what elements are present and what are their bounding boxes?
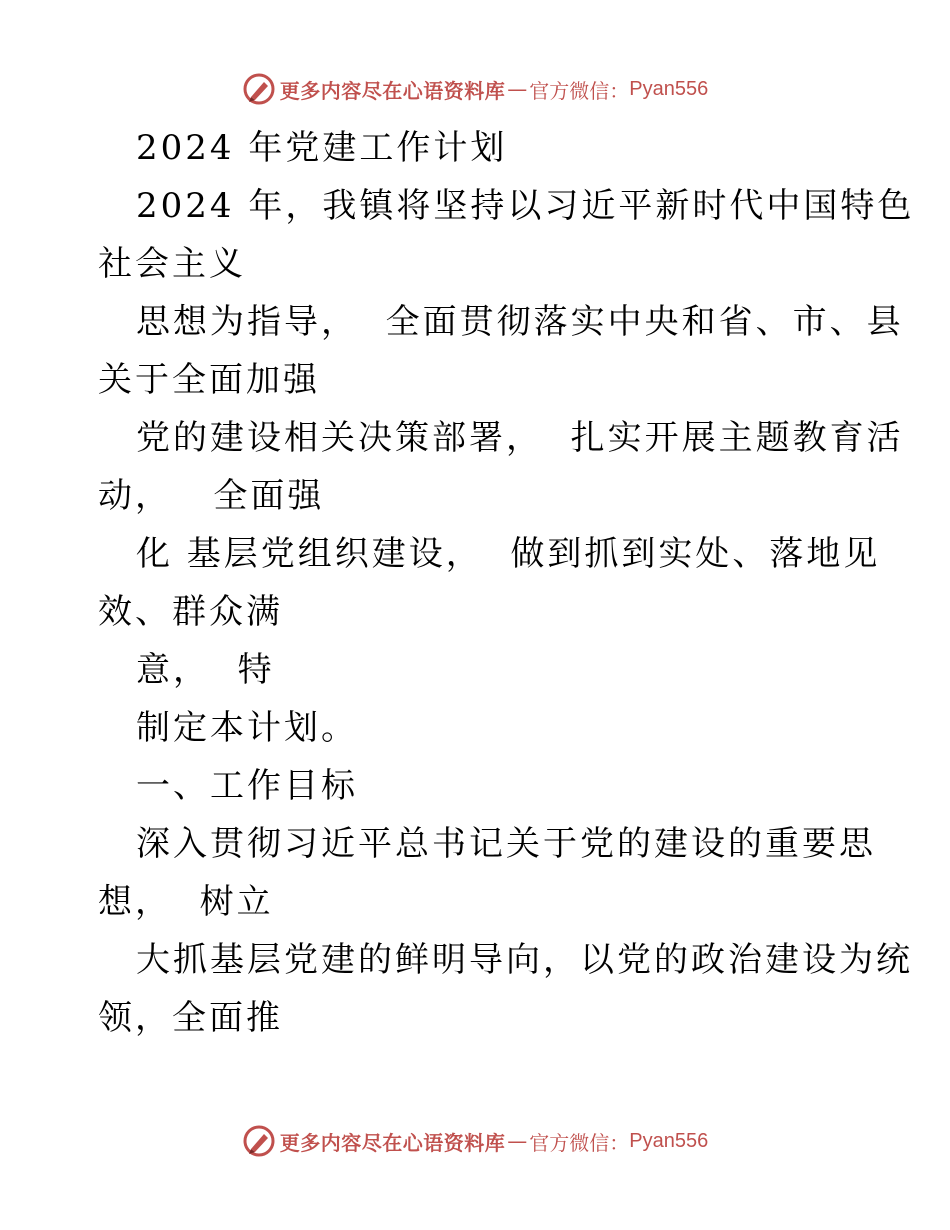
paragraph-line: 大抓基层党建的鲜明导向，以党的政治建设为统: [136, 940, 913, 980]
paragraph-line: 化 基层党组织建设， 做到抓到实处、落地见: [136, 534, 881, 574]
paragraph-line: 效、群众满: [98, 592, 283, 632]
paragraph-line: 2024 年，我镇将坚持以习近平新时代中国特色: [136, 186, 915, 226]
watermark-contact: 官方微信：: [529, 1130, 630, 1155]
paragraph-line: 关于全面加强: [98, 360, 320, 400]
paragraph-line: 思想为指导， 全面贯彻落实中央和省、市、县: [136, 302, 904, 342]
watermark-separator: —: [507, 1129, 528, 1153]
paragraph-line: 意， 特: [136, 650, 275, 690]
watermark-id: Pyan556: [629, 77, 709, 100]
section-heading: 一、工作目标: [136, 766, 358, 806]
watermark-id: Pyan556: [629, 1129, 709, 1152]
paragraph-line: 深入贯彻习近平总书记关于党的建设的重要思: [136, 824, 876, 864]
pen-logo-icon: [242, 72, 276, 106]
paragraph-line: 想， 树立: [98, 882, 274, 922]
footer-watermark: [0, 1124, 950, 1158]
paragraph-line: 社会主义: [98, 244, 246, 284]
watermark-contact: 官方微信：: [529, 78, 630, 103]
paragraph-line: 制定本计划。: [136, 708, 358, 748]
paragraph-line: 动， 全面强: [98, 476, 325, 516]
paragraph-line: 党的建设相关决策部署， 扎实开展主题教育活: [136, 418, 904, 458]
watermark-text: 更多内容尽在心语资料库: [279, 78, 506, 103]
paragraph-line: 领，全面推: [98, 998, 283, 1038]
pen-logo-icon: [242, 1124, 276, 1158]
watermark-text: 更多内容尽在心语资料库: [279, 1130, 506, 1155]
document-title: 2024 年党建工作计划: [136, 128, 508, 168]
header-watermark: [0, 72, 950, 106]
watermark-separator: —: [507, 77, 528, 101]
